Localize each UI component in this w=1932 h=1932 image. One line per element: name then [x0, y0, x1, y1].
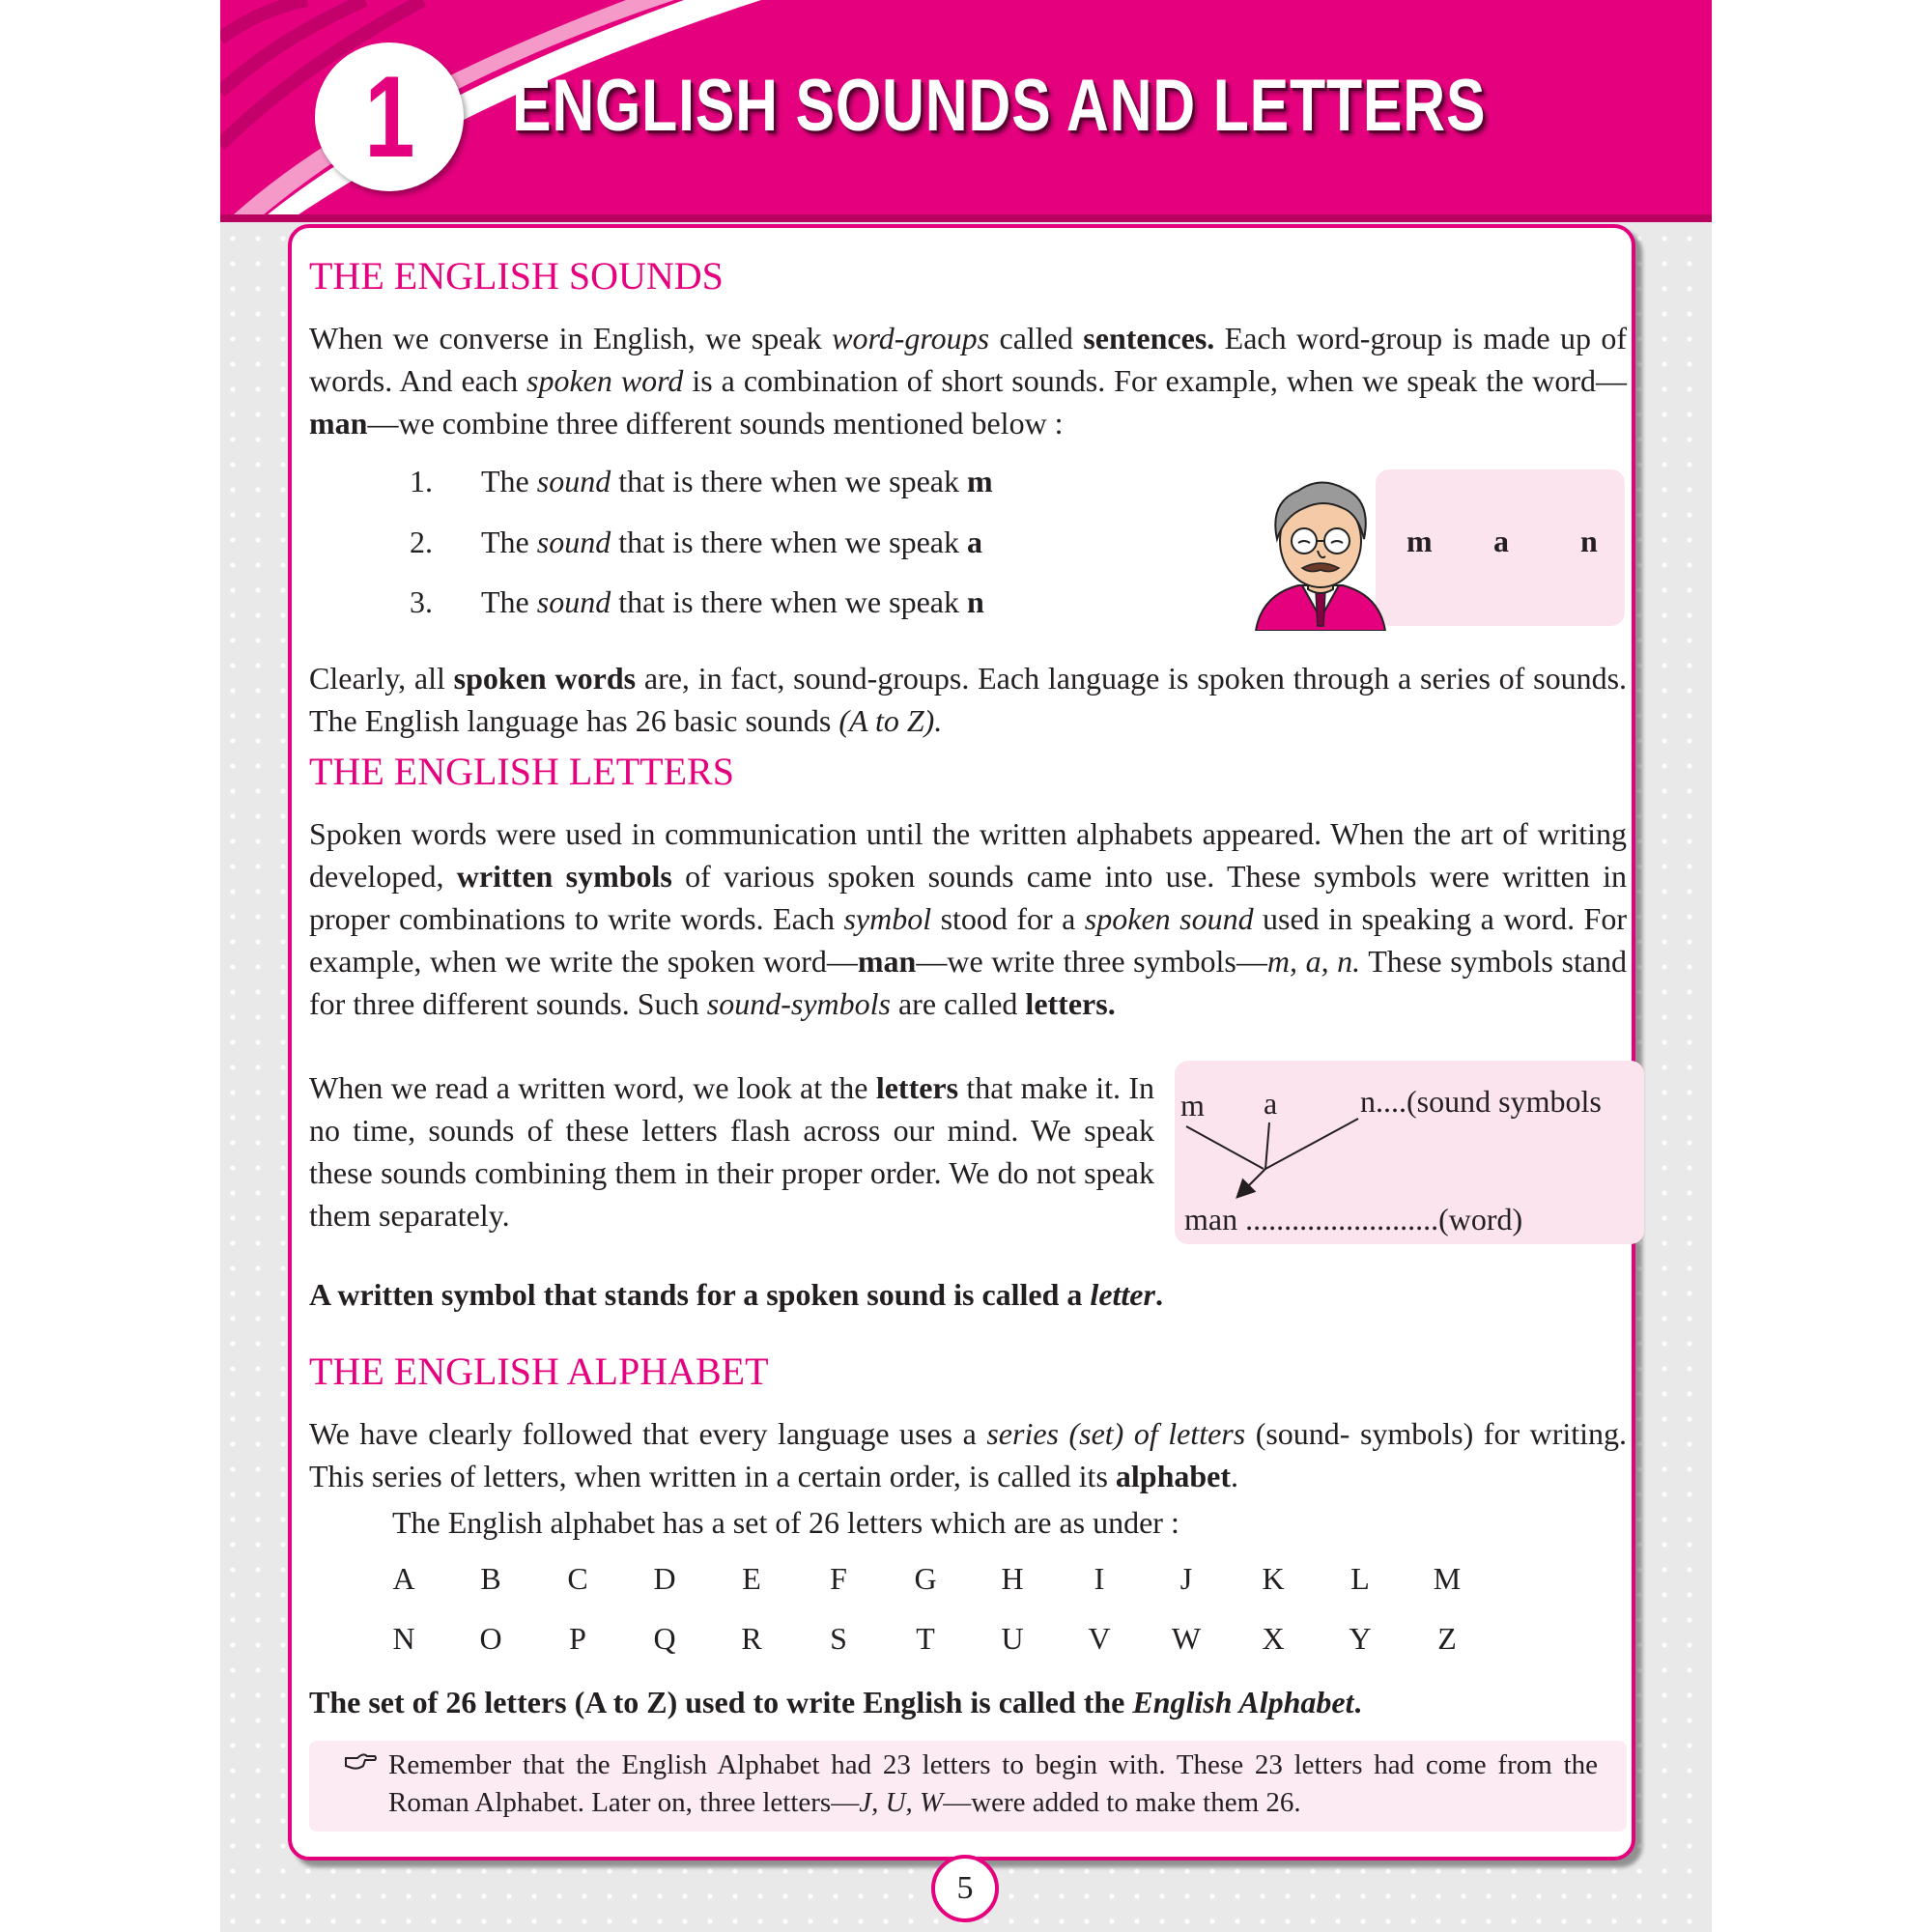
section-heading-sounds: THE ENGLISH SOUNDS [309, 254, 724, 298]
section-heading-letters: THE ENGLISH LETTERS [309, 750, 734, 793]
list-number: 2. [410, 525, 433, 559]
teacher-illustration [1248, 471, 1393, 631]
chapter-number-badge [315, 43, 464, 191]
alphabet-letter: Y [1349, 1621, 1372, 1656]
reading-paragraph: When we read a written word, we look at the letters that make it. In no time, sounds of these letters flash across our mind. We speak these sounds combining them in their proper order. We do not speak them separately. [309, 1070, 1155, 1233]
alphabet-letter: O [479, 1621, 502, 1656]
man-sounds-box [1376, 469, 1625, 626]
alphabet-letter: U [1001, 1621, 1024, 1656]
alphabet-letter: A [392, 1561, 415, 1596]
alphabet-letter: B [480, 1561, 501, 1596]
letter-definition: A written symbol that stands for a spoken sound is called a letter. [309, 1277, 1163, 1312]
alphabet-letter: M [1433, 1561, 1462, 1596]
pointing-hand-icon [344, 1750, 377, 1772]
sounds-intro-paragraph: When we converse in English, we speak word-groups called sentences. Each word-group is made up of words. And each spoken word is a combination of short sounds. For example, when we speak the word—man—we combine three different sounds mentioned below : [309, 321, 1628, 440]
list-text: The sound that is there when we speak a [481, 525, 982, 559]
alphabet-letter: K [1262, 1561, 1285, 1596]
alphabet-letter: F [830, 1561, 847, 1596]
alphabet-letter: E [742, 1561, 761, 1596]
sound-letter: m [1406, 524, 1433, 558]
textbook-page [220, 0, 1712, 1932]
alphabet-letter: W [1171, 1621, 1202, 1656]
section-heading-alphabet: THE ENGLISH ALPHABET [309, 1350, 769, 1393]
sounds-outro-paragraph: Clearly, all spoken words are, in fact, sound-groups. Each language is spoken through a series of sounds. The English language has 26 basic sounds (A to Z). [309, 661, 1628, 738]
banner-stripe [220, 214, 1712, 222]
alphabet-letter: N [392, 1621, 415, 1656]
alphabet-letter: R [741, 1621, 762, 1656]
alphabet-letter: C [567, 1561, 588, 1596]
sound-symbol-diagram [1175, 1061, 1644, 1244]
list-text: The sound that is there when we speak n [481, 584, 984, 619]
alphabet-letter: P [569, 1621, 586, 1656]
alphabet-letter: S [830, 1621, 847, 1656]
chapter-title: ENGLISH SOUNDS AND LETTERS [512, 65, 1487, 147]
sound-letter: n [1580, 524, 1598, 558]
diagram-word-label: man .........................(word) [1184, 1202, 1523, 1236]
diagram-sound-symbols-label: n....(sound symbols [1360, 1084, 1602, 1119]
letters-paragraph: Spoken words were used in communication until the written alphabets appeared. When the art of writing developed, written symbols of various spoken sounds came into use. These symbols were written in proper combinations to write words. Each symbol stood for a spoken sound used in speaking a word. For example, when we write the spoken word—man—we write three symbols—m, a, n. These symbols stand for three different sounds. Such sound-symbols are called letters. [309, 816, 1628, 1021]
alphabet-definition: The set of 26 letters (A to Z) used to write English is called the English Alphabet. [309, 1685, 1362, 1719]
alphabet-letter: H [1001, 1561, 1024, 1596]
alphabet-letter: G [914, 1561, 937, 1596]
remember-note-text: Remember that the English Alphabet had 23 letters to begin with. These 23 letters had come from the Roman Alphabet. Later on, three letters—J, U, W—were added to make them 26. [388, 1749, 1598, 1818]
alphabet-letter: J [1179, 1561, 1193, 1596]
chapter-banner [220, 0, 1712, 222]
list-number: 3. [410, 584, 433, 619]
alphabet-paragraph: We have clearly followed that every language uses a series (set) of letters (sound- symbols) for writing. This series of letters, when written in a certain order, is called its alphabet. [309, 1416, 1628, 1493]
content-panel [288, 224, 1635, 1861]
chapter-number: 1 [363, 52, 415, 182]
alphabet-letter: Q [653, 1621, 676, 1656]
alphabet-letter: V [1088, 1621, 1111, 1656]
alphabet-letter: L [1350, 1561, 1370, 1596]
alphabet-letter: D [653, 1561, 676, 1596]
diagram-letter-a: a [1264, 1086, 1278, 1121]
list-number: 1. [410, 464, 433, 498]
alphabet-letter: I [1094, 1561, 1105, 1596]
alphabet-intro-line: The English alphabet has a set of 26 letters which are as under : [392, 1505, 1179, 1540]
remember-note-box [309, 1741, 1627, 1832]
page-number-badge [931, 1855, 999, 1922]
page-number: 5 [956, 1870, 974, 1906]
diagram-letter-m: m [1180, 1088, 1205, 1122]
alphabet-letter: X [1262, 1621, 1285, 1656]
list-text: The sound that is there when we speak m [481, 464, 993, 498]
alphabet-letter: T [916, 1621, 935, 1656]
alphabet-letter: Z [1437, 1621, 1457, 1656]
sound-letter: a [1493, 524, 1509, 558]
